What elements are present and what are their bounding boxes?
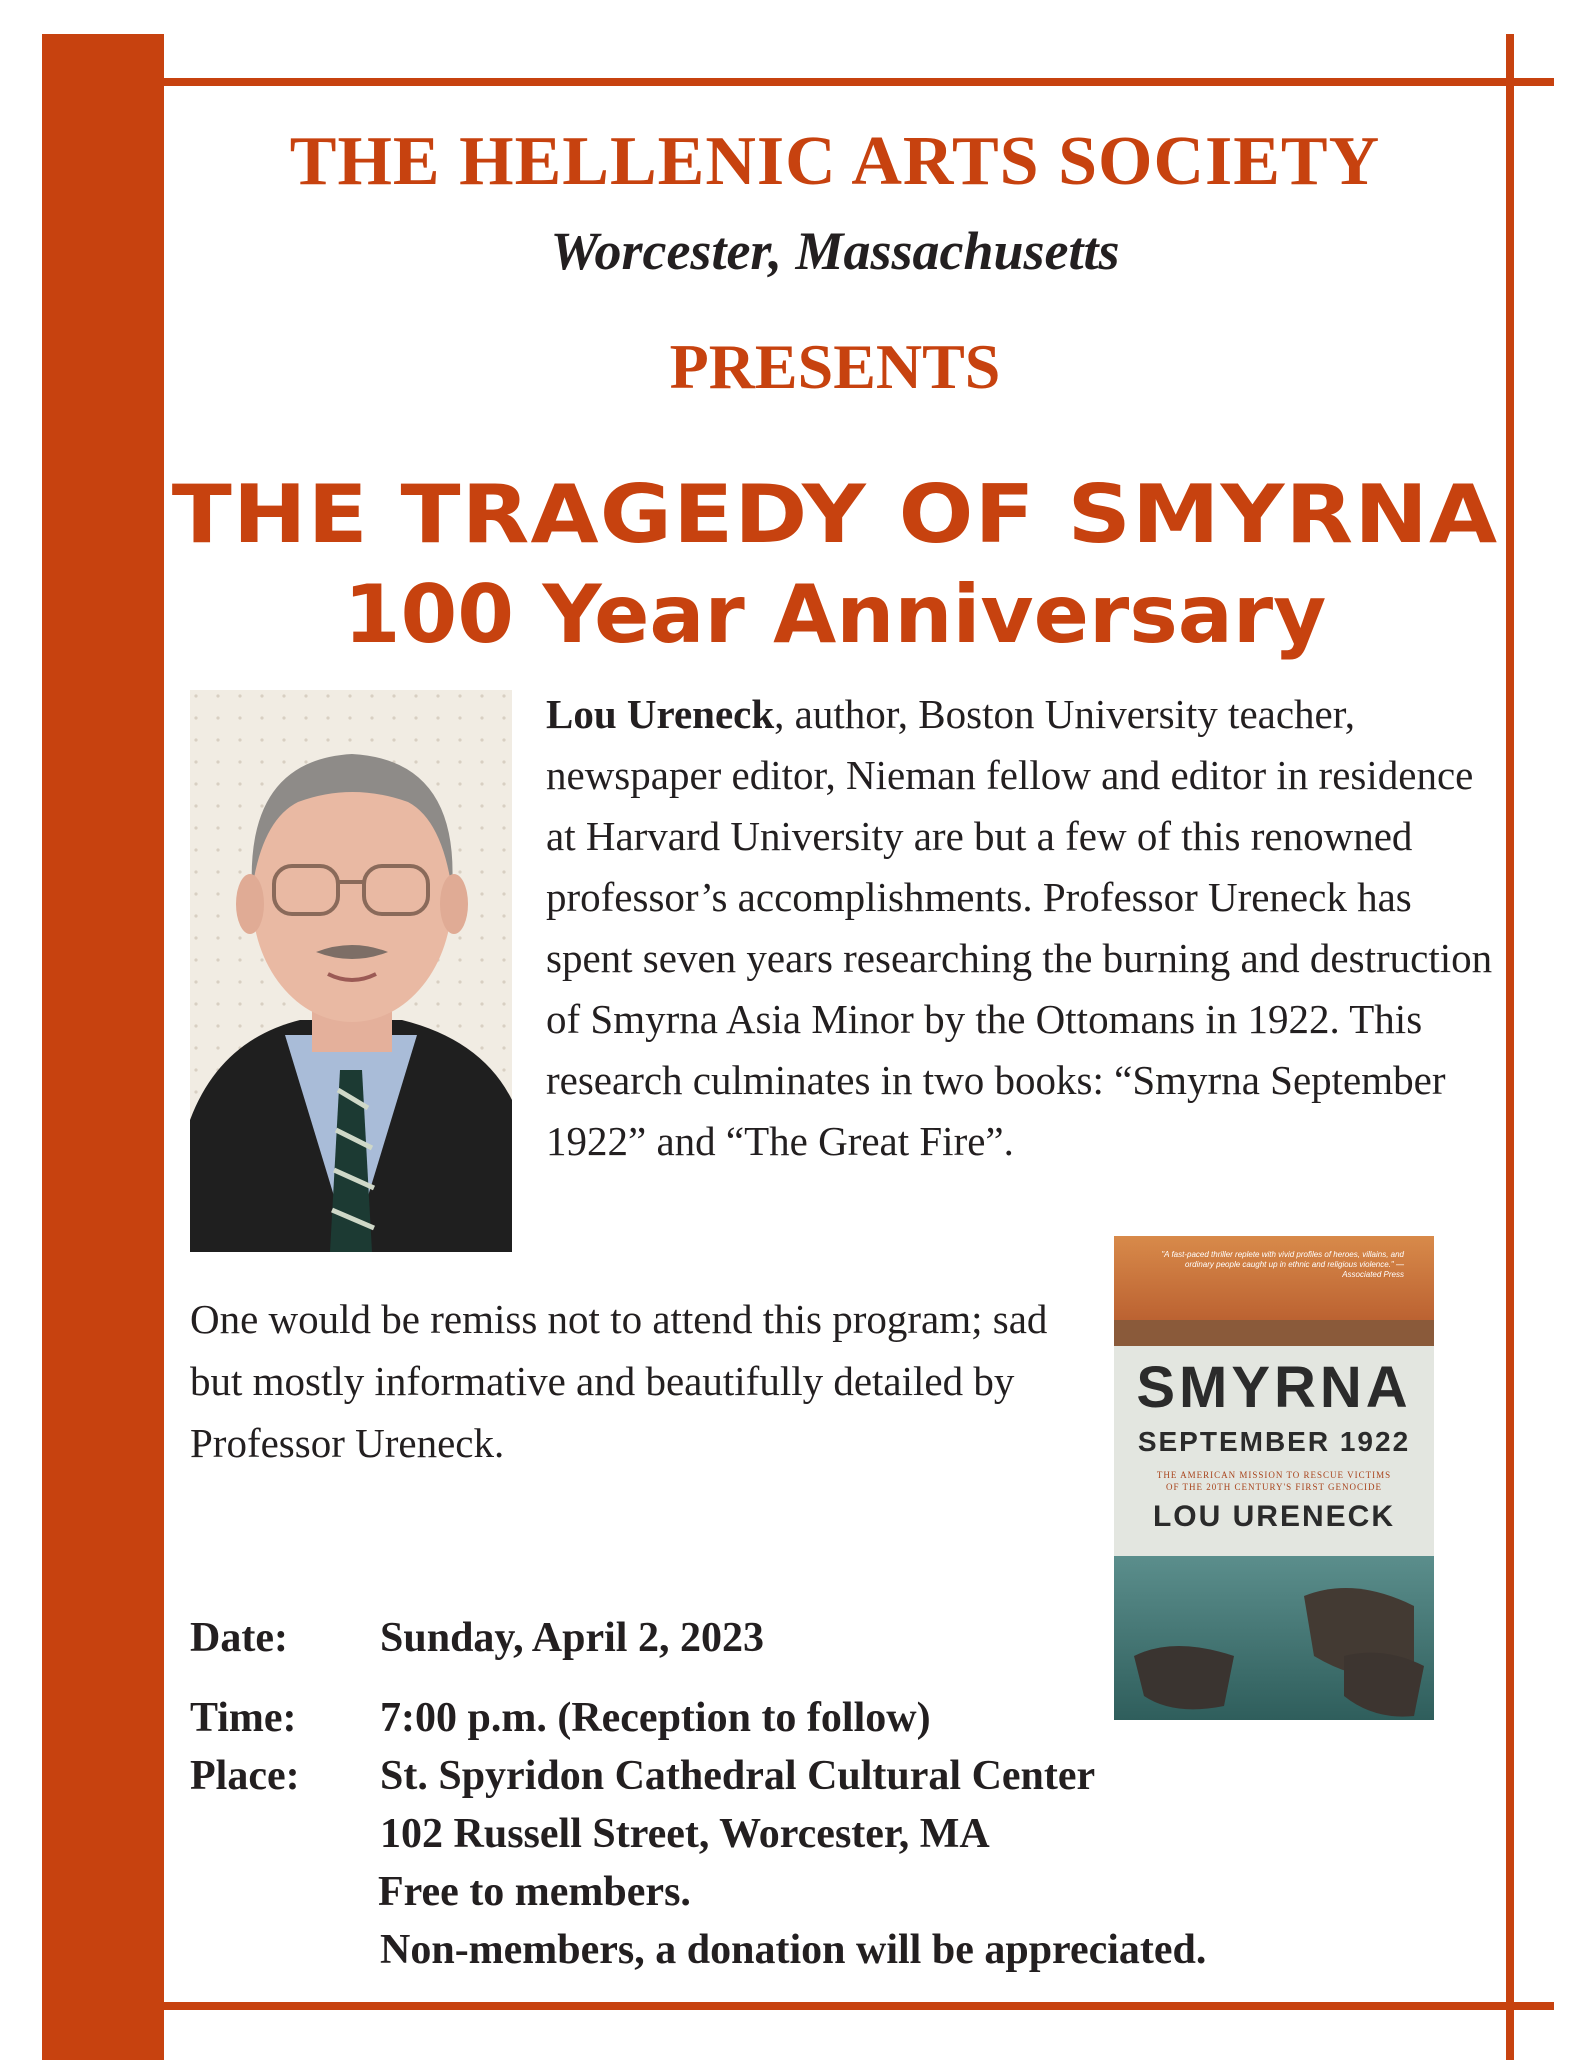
- book-cover: [1114, 1236, 1434, 1720]
- bottom-border-line: [164, 2002, 1554, 2010]
- book-author: LOU URENECK: [1152, 1500, 1395, 1533]
- member-fee: Free to members.: [378, 1869, 691, 1915]
- place-label: Place:: [190, 1753, 300, 1799]
- presents-heading: PRESENTS: [669, 331, 1001, 402]
- attendance-note: One would be remiss not to attend this program; sad but mostly informative and beautifully detailed by Professor Ureneck.: [190, 1296, 1048, 1466]
- time-value: 7:00 p.m. (Reception to follow): [380, 1695, 931, 1741]
- speaker-name: Lou Ureneck: [546, 691, 775, 737]
- book-title: SMYRNA: [1136, 1355, 1412, 1420]
- date-value: Sunday, April 2, 2023: [380, 1615, 764, 1661]
- book-tagline-1: THE AMERICAN MISSION TO RESCUE VICTIMS: [1156, 1470, 1392, 1480]
- left-border-bar: [42, 34, 164, 2060]
- nonmember-fee: Non-members, a donation will be appreciated.: [380, 1927, 1207, 1973]
- time-label: Time:: [190, 1695, 297, 1741]
- right-border-line: [1506, 34, 1514, 2060]
- book-blurb: "A fast-paced thriller replete with vivid profiles of heroes, villains, and ordinary people caught up in ethnic and religious violence." —Associated Press: [1161, 1250, 1404, 1279]
- event-subtitle: 100 Year Anniversary: [343, 568, 1327, 661]
- book-subtitle: SEPTEMBER 1922: [1137, 1426, 1411, 1457]
- speaker-photo: [190, 690, 512, 1252]
- place-venue: St. Spyridon Cathedral Cultural Center: [380, 1753, 1096, 1799]
- top-border-line: [164, 78, 1554, 86]
- speaker-bio-text: , author, Boston University teacher, newspaper editor, Nieman fellow and editor in residence at Harvard University are but a few of this renowned professor’s accomplishments. Professor Ureneck has spent seven years researching the burning and destruction of Smyrna Asia Minor by the Ottomans in 1922. This research culminates in two books: “Smyrna September 1922” and “The Great Fire”.: [546, 691, 1493, 1164]
- book-tagline-2: OF THE 20TH CENTURY'S FIRST GENOCIDE: [1165, 1482, 1383, 1492]
- place-address: 102 Russell Street, Worcester, MA: [380, 1811, 990, 1857]
- organization-name: THE HELLENIC ARTS SOCIETY: [289, 123, 1381, 200]
- organization-location: Worcester, Massachusetts: [550, 221, 1120, 281]
- date-label: Date:: [190, 1615, 288, 1661]
- event-title: THE TRAGEDY OF SMYRNA: [171, 468, 1499, 561]
- speaker-bio: [546, 684, 1506, 1172]
